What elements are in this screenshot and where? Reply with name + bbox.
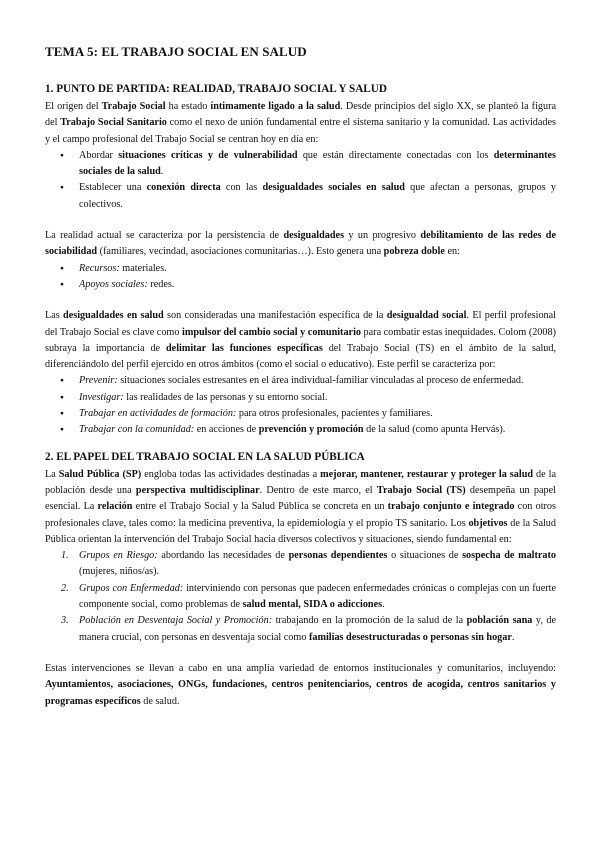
list-item	[45, 406, 556, 422]
text-run: de la población desde una	[45, 468, 557, 496]
text-run: .	[160, 166, 164, 178]
bold-text: familias desestructuradas o personas sin hogar	[308, 631, 512, 643]
list-item	[45, 277, 556, 293]
text-run: con otros profesionales clave, tales como: la medicina preventiva, la epidemiología y el propio TS sanitario. Los	[45, 501, 556, 529]
text-run: de la Salud Pública orientan la intervención del Trabajo Social hacia diversos colectivos y situaciones, siendo fundamental en:	[45, 517, 556, 545]
text-run: Establecer una	[79, 182, 147, 194]
bold-text: Trabajo Social	[101, 101, 166, 112]
bold-text: Trabajo Social (TS)	[376, 484, 466, 496]
text-run: .	[382, 599, 385, 611]
bold-text: Ayuntamientos, asociaciones, ONGs, fundaciones, centros penitenciarios, centros de acogida, centros sanitarios y programas específicos	[45, 679, 556, 707]
section-2-heading: 2. EL PAPEL DEL TRABAJO SOCIAL EN LA SALUD PÚBLICA	[45, 450, 365, 463]
list-number: 3.	[61, 615, 69, 627]
italic-label: Trabajar con la comunidad:	[79, 424, 195, 436]
text-run: como el nexo de unión fundamental entre el sistema sanitario y la comunidad. Las actividades y el campo profesional del Trabajo Social se centran hoy en día en:	[45, 117, 557, 145]
text-run: o situaciones de	[387, 550, 463, 562]
bold-text: determinantes sociales de la salud	[79, 149, 556, 178]
text-run: materiales.	[119, 262, 167, 274]
bold-text: prevención y promoción	[258, 424, 364, 436]
text-run: para otros profesionales, pacientes y familiares.	[236, 408, 433, 420]
text-run: La realidad actual se caracteriza por la persistencia de	[45, 230, 284, 242]
text-run: son consideradas una manifestación específica de la	[163, 310, 387, 322]
section-1-paragraph-1	[45, 99, 556, 148]
bold-text: delimitar las funciones específicas	[166, 342, 323, 354]
bold-text: relación	[97, 501, 133, 513]
list-number: 2.	[61, 582, 69, 594]
bold-text: mejorar, mantener, restaurar y proteger la salud	[320, 468, 534, 480]
section-1-bullet-list-2	[45, 261, 556, 294]
bold-text: íntimamente ligado a la salud	[210, 101, 341, 112]
text-run: El origen del	[45, 101, 102, 112]
bold-text: población sana	[466, 615, 533, 627]
section-2-numbered-list	[45, 548, 556, 646]
section-1-heading: 1. PUNTO DE PARTIDA: REALIDAD, TRABAJO SOCIAL Y SALUD	[45, 83, 387, 95]
bold-text: impulsor del cambio social y comunitario	[182, 326, 361, 338]
text-run: que están directamente conectadas con los	[297, 149, 494, 161]
list-item	[45, 148, 556, 181]
bold-text: personas dependientes	[288, 550, 388, 562]
text-run: y, de manera crucial, con personas en desventaja social como	[79, 615, 556, 643]
bold-text: desigualdades sociales en salud	[262, 182, 405, 194]
text-run: de salud.	[140, 695, 180, 707]
bold-text: objetivos	[468, 517, 508, 529]
text-run: de la salud (como apunta Hervás).	[363, 424, 506, 436]
list-item	[45, 390, 556, 406]
text-run: trabajando en la promoción de la salud de la	[272, 615, 467, 627]
text-run: abordando las necesidades de	[157, 550, 289, 562]
bold-text: conexión directa	[146, 182, 221, 194]
text-run: desempeña un papel esencial. La	[45, 484, 556, 513]
section-1-bullet-list-1	[45, 148, 556, 213]
list-item	[45, 261, 556, 277]
bold-text: situaciones críticas y de vulnerabilidad	[118, 149, 298, 161]
text-run: entre el Trabajo Social y la Salud Pública se concreta en un	[132, 501, 388, 513]
bold-text: pobreza doble	[383, 246, 445, 258]
text-run: en acciones de	[194, 424, 259, 436]
text-run: . Desde principios del siglo XX, se planteó la figura del	[45, 101, 557, 129]
document-title: TEMA 5: EL TRABAJO SOCIAL EN SALUD	[45, 44, 307, 59]
bold-text: trabajo conjunto e integrado	[387, 501, 515, 513]
numbered-list-item	[45, 548, 556, 581]
text-run: .	[511, 631, 515, 643]
list-item	[45, 373, 556, 389]
text-run: las realidades de las personas y su entorno social.	[123, 391, 328, 403]
text-run: y un progresivo	[344, 230, 421, 242]
section-2-paragraph-1	[45, 467, 556, 548]
italic-label: Prevenir:	[79, 375, 118, 387]
italic-label: Apoyos sociales:	[79, 278, 148, 290]
bold-text: desigualdades	[283, 230, 345, 242]
text-run: con las	[220, 182, 263, 194]
bold-text: desigualdades en salud	[63, 310, 164, 322]
numbered-list-item	[45, 581, 556, 614]
italic-label: Recursos:	[79, 262, 120, 274]
text-run: del Trabajo Social (TS) en el ámbito de la salud, diferenciándolo del perfil ejercido en otros ámbitos (como el social o educativo). Este perfil se caracteriza por:	[45, 342, 557, 371]
text-run: (mujeres, niños/as).	[79, 566, 160, 578]
bold-text: perspectiva multidisciplinar	[135, 484, 260, 496]
bold-text: Salud Pública (SP)	[58, 468, 142, 480]
text-run: . El perfil profesional del Trabajo Social es clave como	[45, 310, 556, 338]
text-run: Abordar	[79, 149, 119, 161]
section-1-paragraph-2	[45, 228, 556, 261]
bold-text: debilitamiento de las redes de sociabilidad	[45, 230, 556, 258]
bold-text: sospecha de maltrato	[462, 550, 556, 562]
list-item	[45, 422, 556, 438]
text-run: redes.	[147, 278, 175, 290]
section-2-paragraph-2	[45, 661, 556, 710]
text-run: para combatir estas inequidades. Colom (2008) subraya la importancia de	[45, 326, 556, 354]
text-run: ha estado	[165, 101, 211, 112]
bold-text: Trabajo Social Sanitario	[60, 117, 167, 129]
text-run: La	[45, 468, 59, 480]
list-number: 1.	[61, 550, 69, 562]
italic-label: Grupos en Riesgo:	[79, 550, 158, 562]
text-run: engloba todas las actividades destinadas a	[141, 468, 321, 480]
numbered-list-item	[45, 613, 556, 646]
section-1-paragraph-3	[45, 308, 556, 373]
text-run: en:	[444, 246, 460, 258]
text-run: situaciones sociales estresantes en el área individual-familiar vinculadas al proceso de enfermedad.	[117, 375, 524, 387]
text-run: que afectan a personas, grupos y colectivos.	[79, 182, 557, 210]
italic-label: Trabajar en actividades de formación:	[79, 408, 237, 420]
text-run: Las	[45, 310, 64, 322]
italic-label: Población en Desventaja Social y Promoción:	[79, 615, 273, 627]
italic-label: Grupos con Enfermedad:	[79, 582, 184, 594]
section-1-bullet-list-3	[45, 373, 556, 438]
list-item	[45, 180, 556, 213]
text-run: Estas intervenciones se llevan a cabo en una amplia variedad de entornos institucionales y comunitarios, incluyendo:	[45, 662, 556, 674]
bold-text: salud mental, SIDA o adicciones	[242, 599, 383, 611]
text-run: (familiares, vecindad, asociaciones comunitarias…). Esto genera una	[97, 246, 384, 258]
text-run: interviniendo con personas que padecen enfermedades crónicas o complejas con un fuerte componente social, como problemas de	[79, 582, 556, 611]
bold-text: desigualdad social	[386, 310, 467, 322]
italic-label: Investigar:	[79, 391, 124, 403]
text-run: . Dentro de este marco, el	[259, 484, 377, 496]
